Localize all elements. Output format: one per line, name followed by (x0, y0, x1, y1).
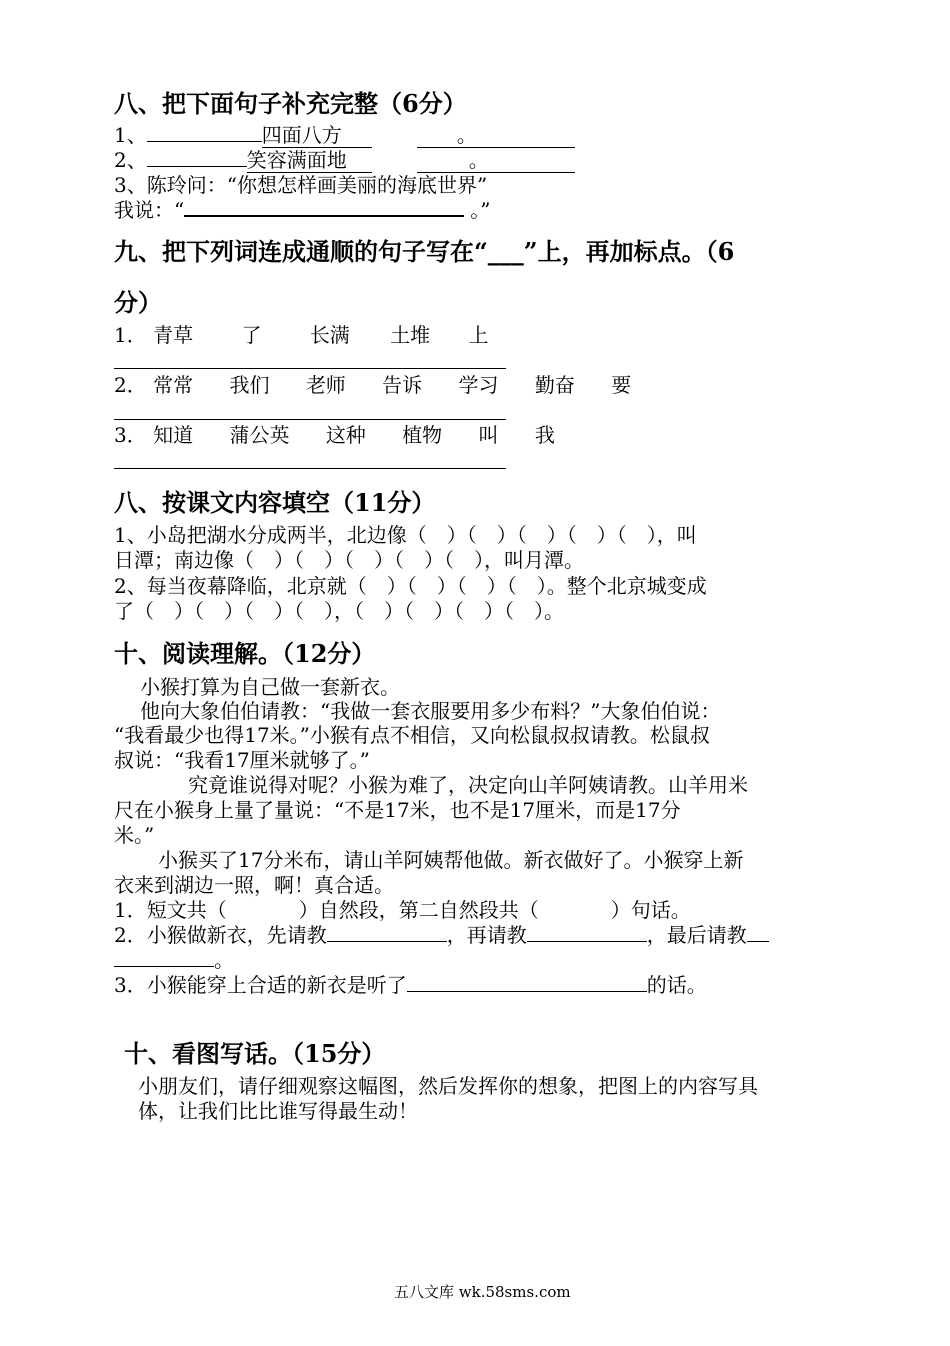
word: 我 (534, 423, 555, 447)
passage-line: 衣来到湖边一照，啊！真合适。 (114, 873, 394, 897)
section-9-heading-line1: 九、把下列词连成通顺的句子写在“___”上，再加标点。（6 (114, 237, 735, 266)
answer-line[interactable] (114, 468, 506, 469)
reading-question-2-cont: 。 (114, 948, 234, 972)
passage-line: “我看最少也得17米。”小猴有点不相信，又向松鼠叔叔请教。松鼠叔 (114, 723, 710, 747)
given-word: 笑容满面地 (247, 148, 372, 173)
section-10-writing-heading: 十、看图写话。（15分） (124, 1039, 386, 1068)
section-10-reading-heading: 十、阅读理解。（12分） (114, 639, 376, 668)
reading-question-1: 1．短文共（ ）自然段，第二自然段共（ ）句话。 (114, 898, 691, 922)
passage-line: 究竟谁说得对呢？小猴为难了，决定向山羊阿姨请教。山羊用米 (188, 773, 748, 797)
writing-instruction-line: 小朋友们，请仔细观察这幅图，然后发挥你的想象，把图上的内容写具 (138, 1074, 758, 1098)
fill-sentence-3-question: 3、陈玲问：“你想怎样画美丽的海底世界” (114, 173, 488, 197)
passage-line: 米。” (114, 823, 155, 847)
reading-question-3: 3．小猴能穿上合适的新衣是听了 的话。 (114, 973, 707, 997)
blank[interactable]: 。 (417, 148, 575, 173)
word: 青草 (153, 323, 194, 347)
passage-line: 小猴打算为自己做一套新衣。 (140, 675, 400, 699)
word: 了 (241, 323, 262, 347)
word-order-row-2: 2． 常常 我们 老师 告诉 学习 勤奋 要 (114, 373, 632, 397)
word: 叫 (478, 423, 499, 447)
answer-blank[interactable] (407, 991, 647, 992)
word: 蒲公英 (229, 423, 290, 447)
word: 长满 (309, 323, 350, 347)
answer-line[interactable] (114, 368, 506, 369)
section-8b-heading: 八、按课文内容填空（11分） (114, 488, 436, 517)
answer-blank[interactable] (747, 941, 769, 942)
word: 这种 (325, 423, 366, 447)
footer-watermark: 五八文库 wk.58sms.com (394, 1283, 571, 1301)
word: 告诉 (382, 373, 423, 397)
answer-blank[interactable] (184, 215, 464, 217)
item-number: 2、 (114, 148, 147, 172)
word: 植物 (402, 423, 443, 447)
answer-line[interactable] (114, 419, 506, 420)
word-order-row-1: 1． 青草 了 长满 土堆 上 (114, 323, 489, 347)
passage-line: 他向大象伯伯请教：“我做一套衣服要用多少布料？”大象伯伯说： (140, 699, 721, 723)
writing-instruction-line: 体，让我们比比谁写得最生动！ (138, 1099, 418, 1123)
answer-blank[interactable] (327, 941, 447, 942)
word: 上 (468, 323, 489, 347)
word: 学习 (458, 373, 499, 397)
text-fill-line: 1、小岛把湖水分成两半，北边像（ ）（ ）（ ）（ ）（ ），叫 (114, 523, 697, 547)
answer-blank[interactable] (114, 966, 214, 967)
fill-sentence-2 (114, 148, 575, 173)
reading-question-2: 2．小猴做新衣，先请教 ，再请教 ，最后请教 (114, 923, 769, 947)
answer-blank[interactable] (527, 941, 647, 942)
passage-line: 小猴买了17分米布，请山羊阿姨帮他做。新衣做好了。小猴穿上新 (158, 848, 744, 872)
given-word: 四面八方 (262, 123, 372, 148)
item-number: 1、 (114, 123, 147, 147)
word: 知道 (153, 423, 194, 447)
text-fill-line: 日潭；南边像（ ）（ ）（ ）（ ）（ ），叫月潭。 (114, 548, 584, 572)
word: 老师 (305, 373, 346, 397)
blank[interactable] (147, 166, 247, 167)
fill-sentence-3-answer: 我说：“ 。” (114, 198, 491, 222)
blank[interactable] (147, 141, 262, 142)
word: 我们 (229, 373, 270, 397)
blank[interactable]: 。 (417, 123, 575, 148)
word: 土堆 (390, 323, 431, 347)
text-fill-line: 了（ ）（ ）（ ）（ ），（ ）（ ）（ ）（ ）。 (114, 599, 564, 623)
section-8-heading: 八、把下面句子补充完整（6分） (114, 89, 467, 118)
text-fill-line: 2、每当夜幕降临，北京就（ ）（ ）（ ）（ ）。整个北京城变成 (114, 574, 707, 598)
passage-line: 叔说：“我看17厘米就够了。” (114, 748, 370, 772)
word: 勤奋 (534, 373, 575, 397)
fill-sentence-1 (114, 123, 575, 148)
word: 要 (611, 373, 632, 397)
passage-line: 尺在小猴身上量了量说：“不是17米，也不是17厘米，而是17分 (114, 798, 681, 822)
section-9-heading-line2: 分） (114, 288, 162, 317)
word: 常常 (153, 373, 194, 397)
word-order-row-3: 3． 知道 蒲公英 这种 植物 叫 我 (114, 423, 555, 447)
